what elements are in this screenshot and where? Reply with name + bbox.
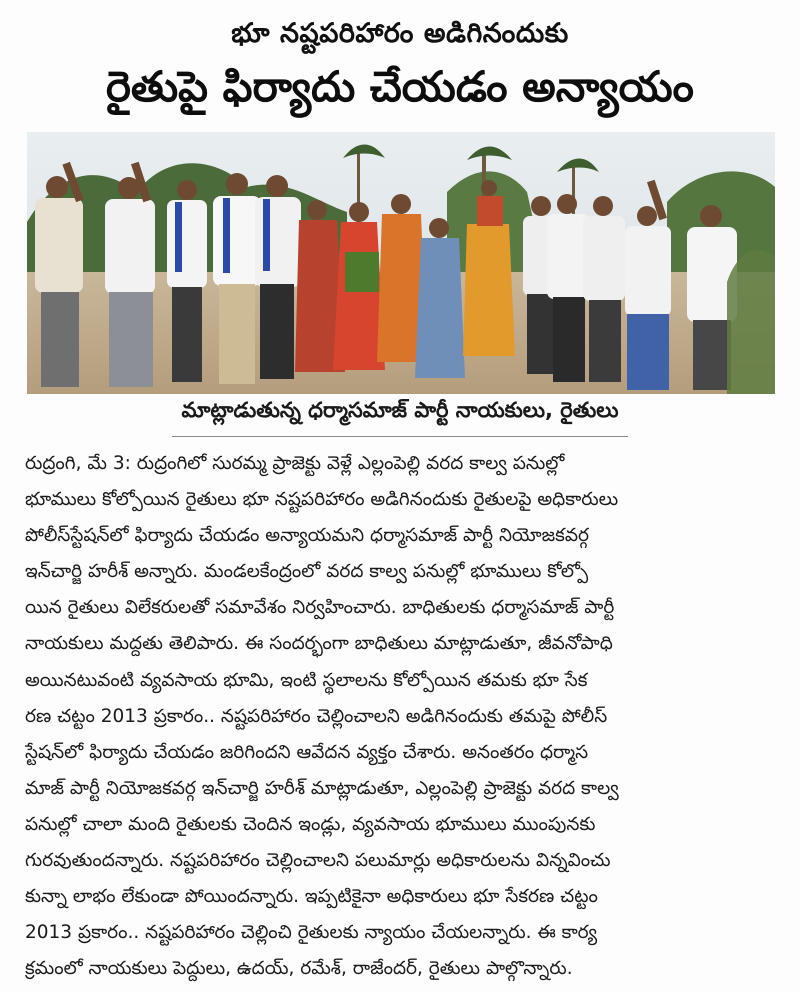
caption-divider [172,436,628,437]
article-kicker: భూ నష్టపరిహారం అడిగినందుకు [231,18,569,49]
body-line: కున్నా లాభం లేకుండా పోయిందన్నారు. ఇప్పటికైనా అధికారులు భూ సేకరణ చట్టం [25,886,598,908]
body-line: స్టేషన్‌లో ఫిర్యాదు చేయడం జరిగిందని ఆవేదన వ్యక్తం చేశారు. అనంతరం ధర్మాస [25,741,589,763]
body-line: భూములు కోల్పోయిన రైతులు భూ నష్టపరిహారం అడిగినందుకు రైతులపై అధికారులు [25,489,619,511]
body-line: ఇన్‌చార్జి హరీశ్ అన్నారు. మండలకేంద్రంలో వరద కాల్వ పనుల్లో భూములు కోల్పో [25,561,589,583]
photo-caption: మాట్లాడుతున్న ధర్మాసమాజ్ పార్టీ నాయకులు, రైతులు [181,398,619,422]
article-photo [27,132,775,394]
body-line: అయినటువంటి వ్యవసాయ భూమి, ఇంటి స్థలాలను కోల్పోయిన తమకు భూ సేక [25,669,588,691]
body-line: పోలీస్‌స్టేషన్‌లో ఫిర్యాదు చేయడం అన్యాయమని ధర్మాసమాజ్ పార్టీ నియోజకవర్గ [25,525,589,547]
body-line: రుద్రంగి, మే 3: రుద్రంగిలో సురమ్మ ప్రాజెక్టు వెళ్లే ఎల్లంపెల్లి వరద కాల్వ పనుల్లో [25,453,565,474]
body-line: యిన రైతులు విలేకరులతో సమావేశం నిర్వహించారు. బాధితులకు ధర్మాసమాజ్ పార్టీ [25,597,615,619]
body-line: రణ చట్టం 2013 ప్రకారం.. నష్టపరిహారం చెల్లించాలని అడిగినందుకు తమపై పోలీస్ [25,705,608,727]
body-line: క్రమంలో నాయకులు పెద్దులు, ఉదయ్, రమేశ్, రాజేందర్, రైతులు పాల్గొన్నారు. [25,958,573,980]
body-line: 2013 ప్రకారం.. నష్టపరిహారం చెల్లించి రైతులకు న్యాయం చేయలన్నారు. ఈ కార్య [25,922,598,944]
body-line: పనుల్లో చాలా మంది రైతులకు చెందిన ఇండ్లు, వ్యవసాయ భూములు ముంపునకు [25,813,596,835]
body-line: గురవుతుందన్నారు. నష్టపరిహారం చెల్లించాలని పలుమార్లు అధికారులను విన్నవించు [25,850,611,872]
body-line: నాయకులు మద్దతు తెలిపారు. ఈ సందర్భంగా బాధితులు మాట్లాడుతూ, జీవనోపాధి [25,633,613,655]
article-body [25,446,780,987]
body-line: మాజ్ పార్టీ నియోజకవర్గ ఇన్‌చార్జి హరీశ్ మాట్లాడుతూ, ఎల్లంపెల్లి ప్రాజెక్టు వరద కాల్వ [25,777,619,799]
article-headline: రైతుపై ఫిర్యాదు చేయడం అన్యాయం [106,62,694,111]
